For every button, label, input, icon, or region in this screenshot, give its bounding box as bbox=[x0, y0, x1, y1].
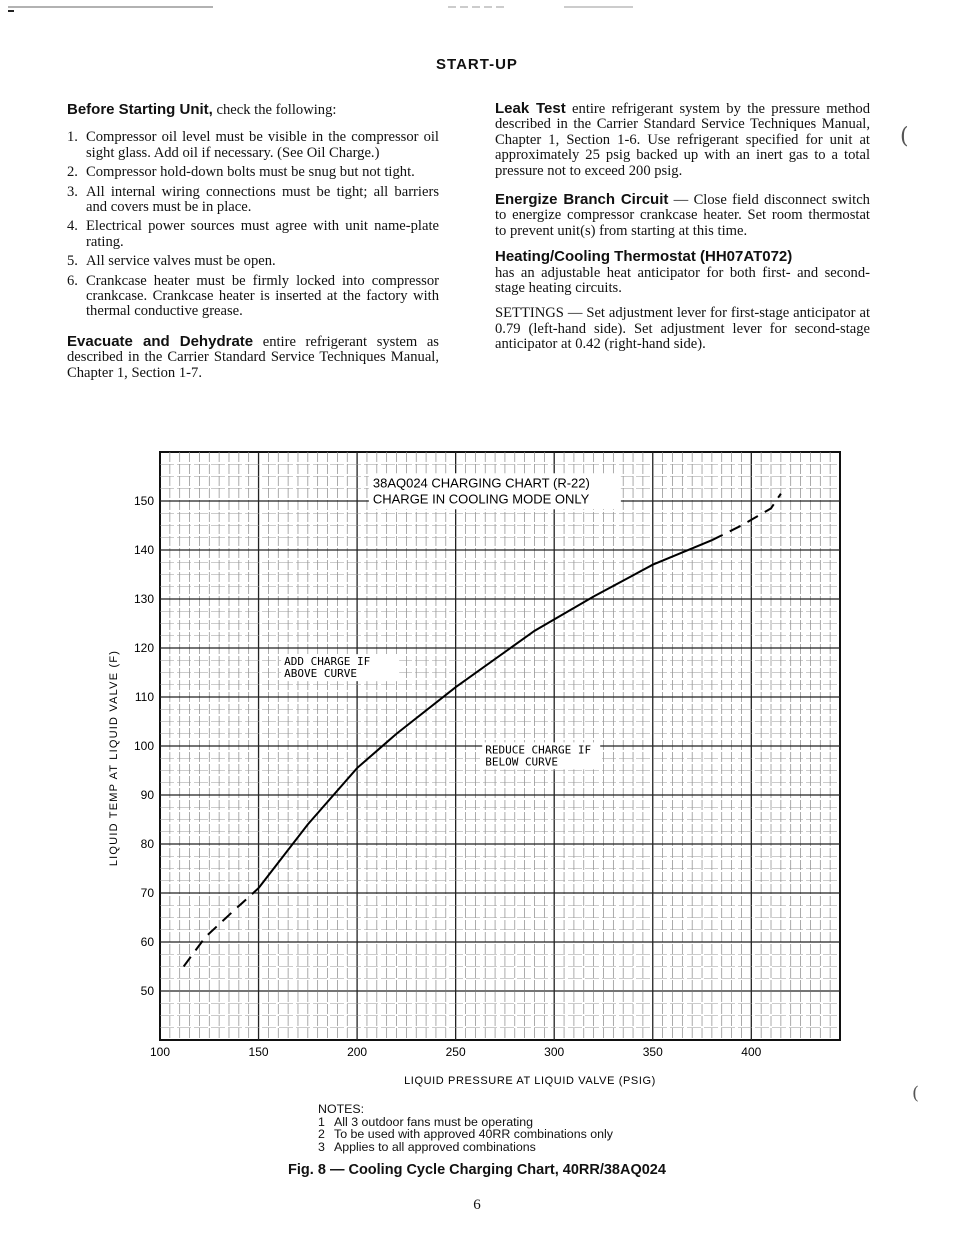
y-tick-label: 100 bbox=[133, 739, 154, 753]
settings-paragraph: SETTINGS — Set adjustment lever for first-stage anticipator at 0.79 (left-hand side). Set adjustment lever for second-stage anticipator at 0.42 (right-hand side). bbox=[495, 305, 870, 353]
note-item bbox=[318, 1141, 613, 1154]
checklist-item bbox=[67, 185, 439, 216]
evacuate-paragraph bbox=[67, 334, 439, 381]
energize-heading: Energize Branch Circuit bbox=[495, 191, 669, 209]
before-starting-lead: check the following: bbox=[212, 102, 337, 118]
checklist-item-number: 6. bbox=[67, 272, 78, 289]
x-tick-label: 400 bbox=[741, 1045, 762, 1059]
checklist-item-text: Electrical power sources must agree with unit name-plate rating. bbox=[86, 218, 439, 250]
checklist-item-text: Compressor oil level must be visible in the compressor oil sight glass. Add oil if necessary. (See Oil Charge.) bbox=[86, 129, 439, 161]
y-tick-label: 50 bbox=[140, 984, 154, 998]
checklist-item-number: 4. bbox=[67, 218, 78, 235]
checklist-item-text: Crankcase heater must be firmly locked into compressor crankcase. Crankcase heater is inserted at the factory with thermal conductive grease. bbox=[86, 272, 439, 320]
top-rule-lines bbox=[8, 6, 948, 16]
y-tick-label: 110 bbox=[134, 690, 154, 704]
note-text: To be used with approved 40RR combinations only bbox=[334, 1127, 613, 1142]
chart-title: 38AQ024 CHARGING CHART (R-22) bbox=[372, 475, 590, 491]
thermostat-text: has an adjustable heat anticipator for both first- and second-stage heating circuits. bbox=[495, 264, 870, 297]
annotation-line2: BELOW CURVE bbox=[485, 755, 559, 769]
thermostat-heading: Heating/Cooling Thermostat (HH07AT072) bbox=[495, 248, 793, 266]
checklist-item-text: Compressor hold-down bolts must be snug but not tight. bbox=[86, 164, 415, 181]
annotation-line1: REDUCE CHARGE IF bbox=[485, 743, 592, 757]
y-tick-label: 80 bbox=[140, 837, 154, 851]
annotation-line2: ABOVE CURVE bbox=[284, 667, 358, 681]
note-number: 3 bbox=[318, 1139, 325, 1154]
leak-test-heading: Leak Test bbox=[495, 100, 566, 117]
y-tick-label: 150 bbox=[133, 494, 154, 508]
notes-label: NOTES: bbox=[318, 1102, 365, 1116]
evacuate-heading: Evacuate and Dehydrate bbox=[67, 332, 254, 350]
checklist-item bbox=[67, 219, 439, 250]
checklist-item-number: 5. bbox=[67, 253, 78, 270]
x-tick-label: 150 bbox=[248, 1045, 269, 1059]
note-text: All 3 outdoor fans must be operating bbox=[334, 1114, 534, 1129]
x-tick-label: 300 bbox=[544, 1045, 565, 1059]
figure-caption: Fig. 8 — Cooling Cycle Charging Chart, 40RR/38AQ024 bbox=[288, 1162, 666, 1178]
note-number: 2 bbox=[318, 1127, 325, 1142]
thermostat-paragraph bbox=[495, 249, 870, 296]
energize-paragraph bbox=[495, 192, 870, 239]
page-number: 6 bbox=[473, 1197, 481, 1213]
checklist-item-text: All service valves must be open. bbox=[86, 253, 276, 270]
note-text: Applies to all approved combinations bbox=[334, 1139, 536, 1154]
leak-test-text: entire refrigerant system by the pressure method described in the Carrier Standard Service Techniques Manual, Chapter 1, Section 1-6. Use refrigerant specified for unit at approximately 25 psig backed up with an inert gas to a total pressure not to exceed 200 psig. bbox=[495, 101, 870, 179]
before-starting-heading: Before Starting Unit, bbox=[67, 101, 213, 118]
checklist-item bbox=[67, 274, 439, 320]
before-starting-paragraph bbox=[67, 102, 439, 118]
x-tick-label: 100 bbox=[149, 1045, 171, 1059]
y-tick-label: 90 bbox=[140, 788, 154, 802]
x-tick-label: 250 bbox=[445, 1045, 466, 1059]
checklist-item-number: 2. bbox=[67, 164, 78, 181]
section-title: START-UP bbox=[436, 56, 518, 73]
checklist-item bbox=[67, 165, 439, 180]
margin-scribble: ( bbox=[912, 1083, 920, 1104]
note-number: 1 bbox=[318, 1114, 325, 1129]
y-tick-label: 60 bbox=[140, 935, 154, 949]
startup-checklist bbox=[67, 130, 439, 319]
right-column bbox=[495, 101, 870, 353]
notes-block bbox=[318, 1103, 613, 1153]
charging-chart bbox=[100, 440, 860, 1090]
y-tick-label: 120 bbox=[133, 641, 154, 655]
evacuate-text: entire refrigerant system as described in the Carrier Standard Service Techniques Manual, Chapter 1, Section 1-7. bbox=[67, 333, 439, 381]
energize-text: — Close field disconnect switch to energize compressor crankcase heater. Set room thermostat to prevent unit(s) from starting at this time. bbox=[495, 192, 870, 239]
checklist-item-text: All internal wiring connections must be tight; all barriers and covers must be in place. bbox=[86, 183, 439, 216]
y-tick-label: 130 bbox=[133, 592, 154, 606]
notes-list bbox=[318, 1116, 613, 1154]
left-column bbox=[67, 102, 439, 381]
y-axis-label: LIQUID TEMP AT LIQUID VALVE (F) bbox=[108, 649, 120, 867]
checklist-item-number: 3. bbox=[67, 183, 78, 200]
margin-scribble: ( bbox=[900, 124, 909, 149]
x-tick-label: 200 bbox=[347, 1045, 368, 1059]
leak-test-paragraph bbox=[495, 101, 870, 179]
checklist-item bbox=[67, 130, 439, 161]
y-tick-label: 140 bbox=[133, 543, 154, 557]
x-tick-label: 350 bbox=[642, 1045, 663, 1059]
checklist-item-number: 1. bbox=[67, 129, 78, 146]
y-tick-label: 70 bbox=[140, 886, 154, 900]
checklist-item bbox=[67, 254, 439, 269]
annotation-line1: ADD CHARGE IF bbox=[284, 655, 371, 669]
chart-subtitle: CHARGE IN COOLING MODE ONLY bbox=[372, 491, 590, 507]
x-axis-label: LIQUID PRESSURE AT LIQUID VALVE (PSIG) bbox=[404, 1075, 656, 1087]
